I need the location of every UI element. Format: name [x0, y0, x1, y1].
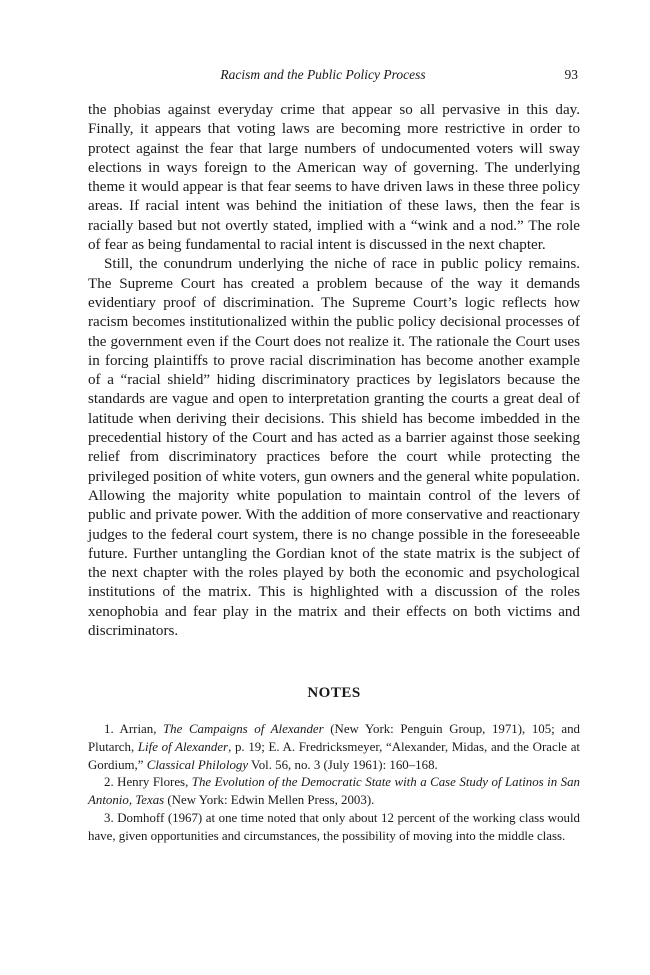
note-text: (New York: Penguin Group, 1971), 105; and Plutarch, [88, 722, 580, 754]
notes-list [88, 721, 580, 846]
note-number: 3. [104, 810, 114, 825]
notes-heading: NOTES [307, 685, 361, 701]
note-item [88, 774, 580, 810]
note-text: Domhoff (1967) at one time noted that only about 12 percent of the working class would have, given opportunities and circumstances, the possibility of moving into the middle class. [88, 810, 580, 843]
note-title-italic: The Campaigns of Alexander [163, 722, 324, 736]
note-item [88, 721, 580, 774]
note-title-italic: The Evolution of the Democratic State with a Case Study of Latinos in San Antonio, Texas [88, 775, 580, 808]
note-text: Vol. 56, no. 3 (July 1961): 160–168. [248, 757, 438, 772]
running-title: Racism and the Public Policy Process [220, 67, 426, 82]
running-head [88, 67, 578, 87]
note-number: 2. [104, 775, 114, 790]
note-text: , p. 19; E. A. Fredricksmeyer, “Alexander, Midas, and the Oracle at Gordium,” [88, 739, 581, 772]
note-text: Henry Flores, [113, 775, 192, 790]
paragraph: Still, the conundrum underlying the niche of race in public policy remains. The Supreme Court has created a problem because of the way it demands evidentiary proof of discrimination. The Supreme Court’s logic reflects how racism becomes institutionalized within the public policy decisional processes of the government even if the Court does not realize it. The rationale the Court uses in forcing plaintiffs to prove racial discrimination has become another example of a “racial shield” hiding discriminatory practices by legislators because the standards are vague and open to interpretation granting the courts a great deal of latitude when deriving their decisions. This shield has become imbedded in the precedential history of the Court and has acted as a barrier against those seeking relief from discriminatory practices before the court while protecting the privileged position of white voters, gun owners and the general white population. Allowing the majority white population to maintain control of the levers of public and private power. With the addition of more conservative and reactionary judges to the federal court system, there is no change possible in the foreseeable future. Further untangling the Gordian knot of the state matrix is the subject of the next chapter with the roles played by both the economic and psychological institutions of the matrix. This is highlighted with a discussion of the roles xenophobia and fear play in the matrix and their effects on both victims and discriminators. [88, 256, 580, 640]
note-text: (New York: Edwin Mellen Press, 2003). [164, 793, 375, 808]
paragraph: the phobias against everyday crime that appear so all pervasive in this day. Finally, it appears that voting laws are becoming more restrictive in order to protect against the fear that large numbers of undocumented voters will sway elections in ways foreign to the American way of governing. The underlying theme it would appear is that fear seems to have driven laws in these three policy areas. If racial intent was behind the initiation of these laws, then the fear is racially based but not overtly stated, implied with a “wink and a nod.” The role of fear as being fundamental to racial intent is discussed in the next chapter. [88, 102, 580, 254]
note-item [88, 810, 580, 846]
note-title-italic: Life of Alexander [137, 739, 229, 754]
note-title-italic: Classical Philology [146, 757, 249, 772]
note-text: Arrian, [113, 722, 164, 736]
body-text [88, 101, 580, 641]
page-number: 93 [564, 67, 578, 82]
note-number: 1. [104, 722, 114, 736]
